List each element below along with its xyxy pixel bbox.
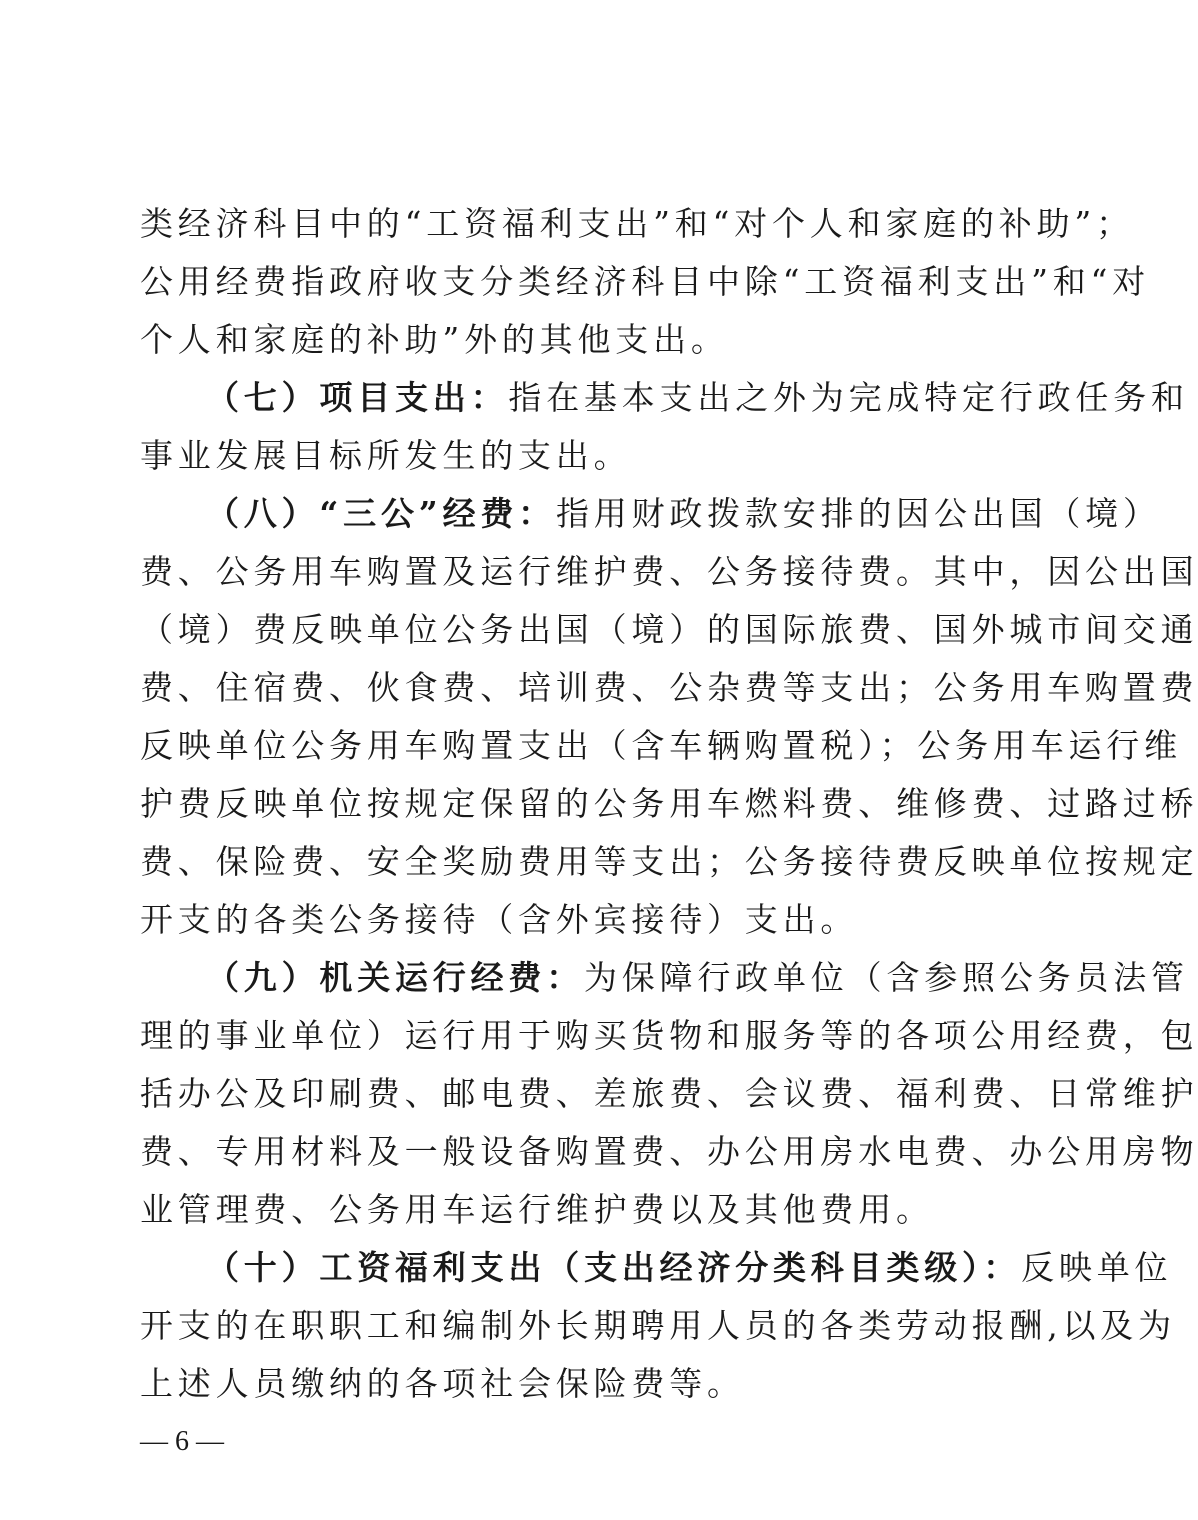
- section-heading: （八）“三公”经费：: [206, 494, 556, 533]
- text-line: 上述人员缴纳的各项社会保险费等。: [140, 1364, 745, 1403]
- text-line: 反映单位公务用车购置支出（含车辆购置税）；公务用车运行维: [140, 726, 1182, 765]
- text-span: 为保障行政单位（含参照公务员法管: [584, 958, 1189, 997]
- text-span: 指在基本支出之外为完成特定行政任务和: [508, 378, 1189, 417]
- page-number: — 6 —: [140, 1426, 224, 1457]
- text-line: 护费反映单位按规定保留的公务用车燃料费、维修费、过路过桥: [140, 784, 1198, 823]
- text-line: 公用经费指政府收支分类经济科目中除“工资福利支出”和“对: [140, 262, 1151, 301]
- text-line: 类经济科目中的“工资福利支出”和“对个人和家庭的补助”；: [140, 204, 1134, 243]
- text-line: 费、住宿费、伙食费、培训费、公杂费等支出；公务用车购置费: [140, 668, 1198, 707]
- paragraph-first-line: [206, 378, 1189, 418]
- text-line: 费、保险费、安全奖励费用等支出；公务接待费反映单位按规定: [140, 842, 1198, 881]
- paragraph-first-line: [206, 1248, 1173, 1288]
- text-line: 括办公及印刷费、邮电费、差旅费、会议费、福利费、日常维护: [140, 1074, 1198, 1113]
- section-heading: （七）项目支出：: [206, 378, 509, 417]
- text-span: 指用财政拨款安排的因公出国（境）: [555, 494, 1161, 533]
- text-line: 费、专用材料及一般设备购置费、办公用房水电费、办公用房物: [140, 1132, 1198, 1171]
- text-line: 理的事业单位）运行用于购买货物和服务等的各项公用经费，包: [140, 1016, 1198, 1055]
- paragraph-first-line: [206, 494, 1161, 534]
- paragraph-first-line: [206, 958, 1189, 998]
- section-heading: （九）机关运行经费：: [206, 958, 584, 997]
- text-line: 开支的在职职工和编制外长期聘用人员的各类劳动报酬,以及为: [140, 1306, 1176, 1345]
- text-line: （境）费反映单位公务出国（境）的国际旅费、国外城市间交通: [140, 610, 1198, 649]
- text-line: 事业发展目标所发生的支出。: [140, 436, 632, 475]
- text-line: 个人和家庭的补助”外的其他支出。: [140, 320, 729, 359]
- text-line: 业管理费、公务用车运行维护费以及其他费用。: [140, 1190, 934, 1229]
- text-line: 开支的各类公务接待（含外宾接待）支出。: [140, 900, 859, 939]
- section-heading: （十）工资福利支出（支出经济分类科目类级）：: [206, 1248, 1022, 1287]
- text-span: 反映单位: [1021, 1248, 1173, 1287]
- text-line: 费、公务用车购置及运行维护费、公务接待费。其中，因公出国: [140, 552, 1198, 591]
